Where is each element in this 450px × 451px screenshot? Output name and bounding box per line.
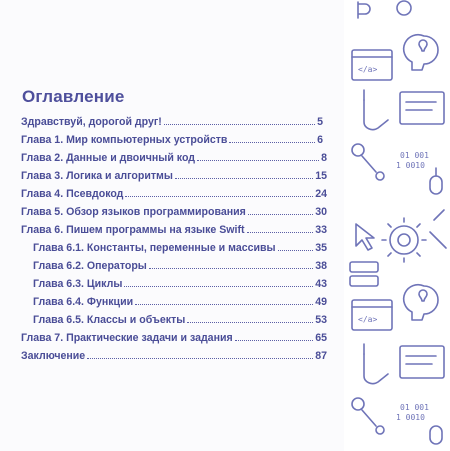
toc-entry-page: 6 <box>317 134 323 146</box>
toc-entry-page: 35 <box>315 242 327 254</box>
toc-leader-dots <box>124 286 313 287</box>
tools-icon <box>352 144 384 180</box>
toc-leader-dots <box>187 322 313 323</box>
binary-text: 01 001 <box>400 403 429 412</box>
monitor-hand-icon <box>364 90 444 130</box>
toc-entry-label: Глава 6.5. Классы и объекты <box>33 314 186 326</box>
toc-entry-label: Глава 6.3. Циклы <box>33 278 123 290</box>
binary-text-icon <box>396 403 442 444</box>
cursor-icon <box>356 224 374 250</box>
toc-leader-dots <box>135 304 313 305</box>
toc-entry <box>21 166 327 182</box>
toc-entry-label: Здравствуй, дорогой друг! <box>21 116 162 128</box>
binary-text: 1 0010 <box>396 413 425 422</box>
toc-entry-page: 65 <box>315 332 327 344</box>
toc-leader-dots <box>164 124 315 125</box>
toc-entry-page: 33 <box>315 224 327 236</box>
binary-text-icon <box>396 151 442 194</box>
decorative-icon-strip <box>344 0 450 451</box>
toc-entry-label: Глава 3. Логика и алгоритмы <box>21 170 173 182</box>
toc-entry-page: 8 <box>321 152 327 164</box>
toc-entry <box>33 256 327 272</box>
toc-leader-dots <box>248 214 313 215</box>
toc-entry-label: Глава 6. Пишем программы на языке Swift <box>21 224 245 236</box>
code-tag-text: </a> <box>358 315 378 324</box>
toc-entry <box>21 184 327 200</box>
toc-leader-dots <box>149 268 313 269</box>
binary-text: 1 0010 <box>396 161 425 170</box>
toc-entry <box>21 112 323 128</box>
toc-entry <box>33 274 327 290</box>
toc-entry-page: 38 <box>315 260 327 272</box>
toc-entry <box>21 346 327 362</box>
toc-entry-label: Глава 5. Обзор языков программирования <box>21 206 246 218</box>
toc-entry <box>21 130 323 146</box>
toc-leader-dots <box>278 250 314 251</box>
toc-entry-page: 5 <box>317 116 323 128</box>
toc-entry-label: Глава 1. Мир компьютерных устройств <box>21 134 228 146</box>
toc-leader-dots <box>235 340 314 341</box>
toc-entry-page: 30 <box>315 206 327 218</box>
toc-entry-label: Глава 2. Данные и двоичный код <box>21 152 196 164</box>
toc-leader-dots <box>125 196 313 197</box>
toc-entry-page: 15 <box>315 170 327 182</box>
toc-entry-page: 43 <box>315 278 327 290</box>
toc-entry-page: 53 <box>315 314 327 326</box>
toc-entry-label: Глава 6.4. Функции <box>33 296 134 308</box>
monitor-hand-icon <box>364 344 444 384</box>
toc-entry-page: 87 <box>315 350 327 362</box>
lightbulb-head-icon <box>404 285 438 320</box>
toc-leader-dots <box>197 160 319 161</box>
server-icon <box>350 262 378 286</box>
lightbulb-head-icon <box>404 35 438 70</box>
toc-title: Оглавление <box>22 87 125 106</box>
toc-leader-dots <box>87 358 313 359</box>
toc-entry-label: Глава 7. Практические задачи и задания <box>21 332 233 344</box>
toc-entry-label: Глава 4. Псевдокод <box>21 188 124 200</box>
tools-icon <box>352 398 384 434</box>
toc-entry <box>21 148 327 164</box>
toc-entry-label: Заключение <box>21 350 86 362</box>
code-tag-text: </a> <box>358 65 378 74</box>
browser-code-icon <box>352 50 392 80</box>
currency-icon <box>358 1 411 18</box>
toc-entry <box>21 202 327 218</box>
toc-leader-dots <box>175 178 313 179</box>
toc-entry <box>33 292 327 308</box>
wrench-icon <box>430 210 446 248</box>
toc-entry-page: 24 <box>315 188 327 200</box>
toc-leader-dots <box>229 142 315 143</box>
toc-entry <box>21 220 327 236</box>
toc-entry <box>33 238 327 254</box>
toc-entry-page: 49 <box>315 296 327 308</box>
toc-entry <box>21 328 327 344</box>
gear-icon <box>382 218 426 262</box>
toc-entry <box>33 310 327 326</box>
browser-code-icon <box>352 300 392 330</box>
toc-entry-label: Глава 6.1. Константы, переменные и массивы <box>33 242 276 254</box>
toc-entry-label: Глава 6.2. Операторы <box>33 260 147 272</box>
toc-leader-dots <box>247 232 314 233</box>
binary-text: 01 001 <box>400 151 429 160</box>
